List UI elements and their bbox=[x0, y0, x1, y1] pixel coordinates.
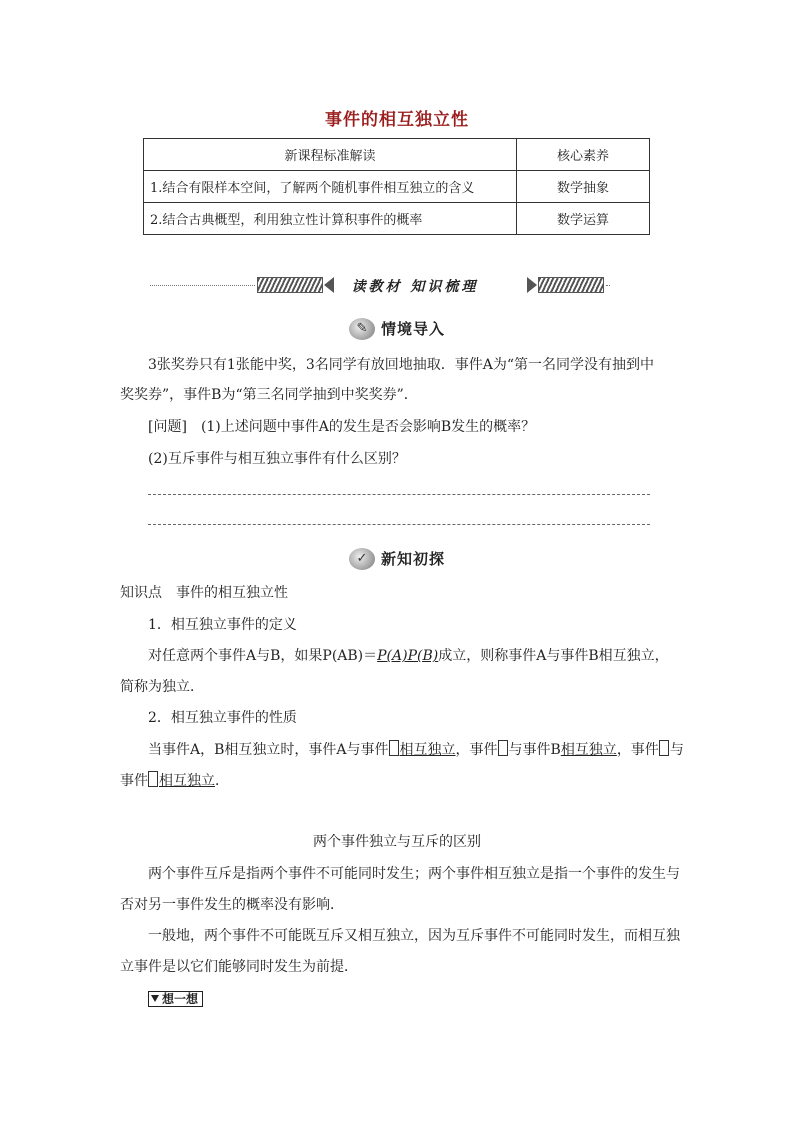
property-line bbox=[148, 740, 684, 760]
question-text: (1)上述问题中事件A的发生是否会影响B发生的概率？ bbox=[200, 419, 536, 435]
explore-icon: ✓ bbox=[349, 548, 375, 570]
property-text: 事件 bbox=[120, 773, 148, 789]
note-line: 否对另一事件发生的概率没有影响． bbox=[120, 897, 344, 913]
definition-text: 成立，则称事件A与事件B相互独立， bbox=[438, 648, 669, 664]
pen-icon: ✎ bbox=[349, 318, 375, 340]
right-arrow-icon bbox=[527, 277, 537, 293]
table-cell: 2.结合古典概型，利用独立性计算积事件的概率 bbox=[144, 203, 517, 235]
think-label: 想一想 bbox=[162, 992, 199, 1006]
question-tag: [问题] bbox=[148, 419, 187, 435]
think-tag bbox=[148, 991, 203, 1007]
property-answer: 相互独立 bbox=[159, 773, 215, 789]
property-text: 与 bbox=[669, 742, 684, 758]
table-header-cell: 新课程标准解读 bbox=[144, 139, 517, 171]
property-text: 与事件B bbox=[508, 742, 561, 758]
definition-line bbox=[148, 646, 669, 666]
knowledge-point: 知识点 事件的相互独立性 bbox=[120, 585, 288, 601]
definition-heading: 1．相互独立事件的定义 bbox=[148, 617, 297, 633]
definition-answer: P(A)P(B) bbox=[377, 648, 439, 664]
definition-text: 对任意两个事件A与B，如果P(AB)＝ bbox=[148, 648, 378, 664]
standards-table bbox=[143, 138, 650, 235]
table-header-cell: 核心素养 bbox=[517, 139, 650, 171]
complement-box bbox=[498, 740, 508, 756]
banner-label: 读教材 知识梳理 bbox=[351, 279, 479, 295]
property-heading: 2．相互独立事件的性质 bbox=[148, 710, 297, 726]
property-answer: 相互独立 bbox=[560, 742, 617, 758]
property-text: ，事件 bbox=[616, 742, 659, 758]
note-line: 一般地，两个事件不可能既互斥又相互独立，因为互斥事件不可能同时发生，而相互独 bbox=[148, 928, 680, 944]
hatched-bar bbox=[257, 277, 323, 293]
section-title: 新知初探 bbox=[380, 550, 445, 568]
table-cell: 数学抽象 bbox=[517, 171, 650, 203]
property-text: ，事件 bbox=[455, 742, 498, 758]
property-text: 当事件A，B相互独立时，事件A与事件 bbox=[148, 742, 389, 758]
complement-box bbox=[659, 740, 669, 756]
note-title: 两个事件独立与互斥的区别 bbox=[313, 834, 481, 850]
left-arrow-icon bbox=[324, 277, 334, 293]
property-text: ． bbox=[215, 773, 229, 789]
page-title: 事件的相互独立性 bbox=[325, 110, 469, 130]
section-banner bbox=[150, 276, 610, 296]
question-2: (2)互斥事件与相互独立事件有什么区别？ bbox=[148, 451, 406, 467]
table-cell: 数学运算 bbox=[517, 203, 650, 235]
intro-line: 奖奖券”，事件B为“第三名同学抽到中奖奖券”． bbox=[120, 387, 418, 403]
table-row bbox=[144, 171, 650, 203]
section-heading-intro bbox=[0, 317, 794, 340]
dotted-rule bbox=[150, 285, 255, 286]
answer-line bbox=[148, 524, 650, 525]
hatched-bar bbox=[538, 277, 604, 293]
note-line: 立事件是以它们能够同时发生为前提． bbox=[120, 959, 358, 975]
definition-line: 简称为独立． bbox=[120, 679, 204, 695]
table-row bbox=[144, 203, 650, 235]
section-title: 情境导入 bbox=[380, 320, 445, 338]
note-line: 两个事件互斥是指两个事件不可能同时发生；两个事件相互独立是指一个事件的发生与 bbox=[148, 866, 680, 882]
section-heading-new bbox=[0, 547, 794, 570]
complement-box bbox=[389, 740, 399, 756]
intro-line: 3张奖券只有1张能中奖，3名同学有放回地抽取．事件A为“第一名同学没有抽到中 bbox=[148, 357, 654, 373]
table-header-row bbox=[144, 139, 650, 171]
question-1 bbox=[148, 417, 535, 437]
dotted-rule bbox=[606, 285, 610, 286]
table-cell: 1.结合有限样本空间，了解两个随机事件相互独立的含义 bbox=[144, 171, 517, 203]
answer-line bbox=[148, 494, 650, 495]
property-line bbox=[120, 771, 229, 791]
complement-box bbox=[148, 771, 158, 787]
property-answer: 相互独立 bbox=[399, 742, 456, 758]
triangle-down-icon bbox=[151, 995, 159, 1002]
